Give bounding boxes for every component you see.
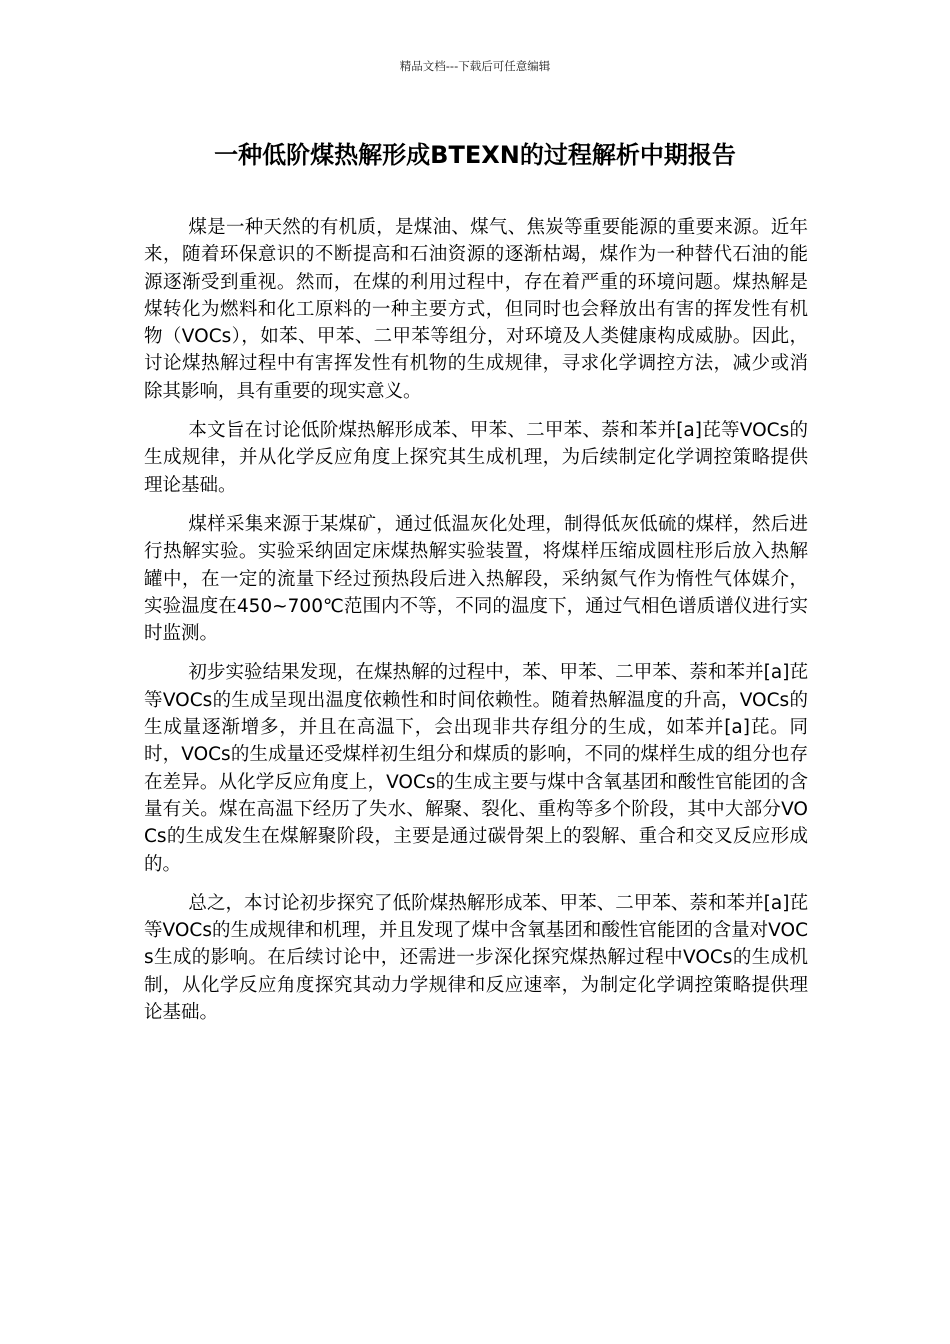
paragraph-conclusion: 总之，本讨论初步探究了低阶煤热解形成苯、甲苯、二甲苯、萘和苯并[a]芘等VOCs的生成规律和机理，并且发现了煤中含氧基团和酸性官能团的含量对VOCs生成的影响。在后续讨论中，还需进一步深化探究煤热解过程中VOCs的生成机制，从化学反应角度探究其动力学规律和反应速率，为制定化学调控策略提供理论基础。: [144, 892, 808, 1024]
paragraph-objective: 本文旨在讨论低阶煤热解形成苯、甲苯、二甲苯、萘和苯并[a]芘等VOCs的生成规律，并从化学反应角度上探究其生成机理，为后续制定化学调控策略提供理论基础。: [144, 420, 808, 496]
document-title: 一种低阶煤热解形成BTEXN的过程解析中期报告: [214, 141, 736, 169]
document-body: [144, 214, 808, 1038]
paragraph-introduction: 煤是一种天然的有机质，是煤油、煤气、焦炭等重要能源的重要来源。近年来，随着环保意识的不断提高和石油资源的逐渐枯竭，煤作为一种替代石油的能源逐渐受到重视。然而，在煤的利用过程中，存在着严重的环境问题。煤热解是煤转化为燃料和化工原料的一种主要方式，但同时也会释放出有害的挥发性有机物（VOCs），如苯、甲苯、二甲苯等组分，对环境及人类健康构成威胁。因此，讨论煤热解过程中有害挥发性有机物的生成规律，寻求化学调控方法，减少或消除其影响，具有重要的现实意义。: [144, 217, 808, 402]
page-header-note: 精品文档---下载后可任意编辑: [399, 59, 551, 73]
paragraph-method: 煤样采集来源于某煤矿，通过低温灰化处理，制得低灰低硫的煤样，然后进行热解实验。实验采纳固定床煤热解实验装置，将煤样压缩成圆柱形后放入热解罐中，在一定的流量下经过预热段后进入热解段，采纳氮气作为惰性气体媒介，实验温度在450~700℃范围内不等，不同的温度下，通过气相色谱质谱仪进行实时监测。: [144, 513, 808, 645]
paragraph-results: 初步实验结果发现，在煤热解的过程中，苯、甲苯、二甲苯、萘和苯并[a]芘等VOCs的生成呈现出温度依赖性和时间依赖性。随着热解温度的升高，VOCs的生成量逐渐增多，并且在高温下，会出现非共存组分的生成，如苯并[a]芘。同时，VOCs的生成量还受煤样初生组分和煤质的影响，不同的煤样生成的组分也存在差异。从化学反应角度上，VOCs的生成主要与煤中含氧基团和酸性官能团的含量有关。煤在高温下经历了失水、解聚、裂化、重构等多个阶段，其中大部分VOCs的生成发生在煤解聚阶段，主要是通过碳骨架上的裂解、重合和交叉反应形成的。: [144, 662, 808, 875]
